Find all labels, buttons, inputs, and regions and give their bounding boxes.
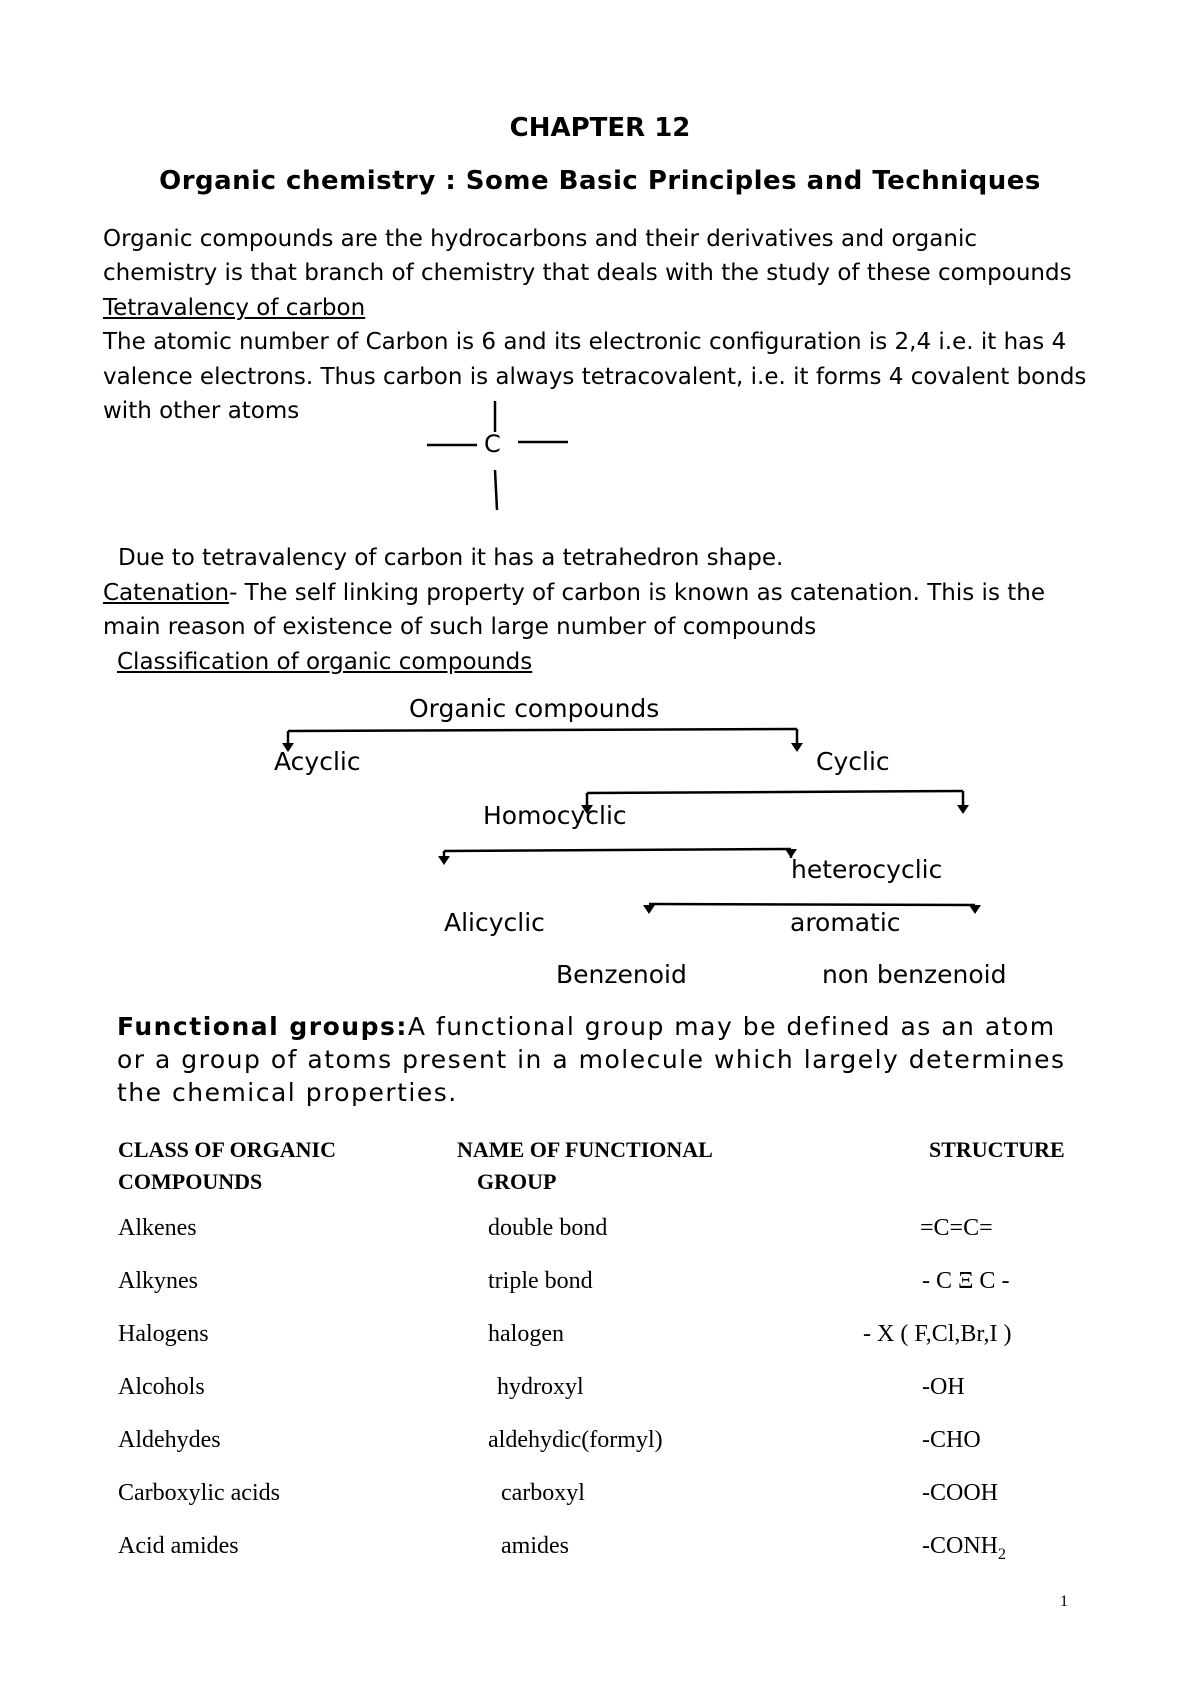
node-aromatic: aromatic <box>790 908 901 937</box>
node-cyclic: Cyclic <box>816 747 890 776</box>
table-row-group: triple bond <box>488 1268 593 1294</box>
functional-groups-paragraph <box>117 1010 1077 1109</box>
table-row-structure: -CHO <box>922 1427 981 1453</box>
node-organic-compounds: Organic compounds <box>409 694 660 723</box>
table-row-class: Alkynes <box>118 1268 198 1294</box>
table-row-class: Alcohols <box>118 1374 205 1400</box>
header-name-line-1: NAME OF FUNCTIONAL <box>457 1137 713 1162</box>
table-row-class: Halogens <box>118 1321 209 1347</box>
arrow-non-benzenoid <box>969 905 981 914</box>
catenation-term: Catenation <box>103 580 230 606</box>
table-row-class: Carboxylic acids <box>118 1480 280 1506</box>
header-class-line-2: COMPOUNDS <box>118 1169 263 1194</box>
intro-line-2: chemistry is that branch of chemistry that deals with the study of these compounds <box>103 260 1072 286</box>
header-name-line-2: GROUP <box>477 1169 557 1194</box>
catenation-definition: - The self linking property of carbon is known as catenation. This is the <box>229 580 1045 606</box>
header-name-of-functional-group <box>457 1134 713 1198</box>
chapter-title: CHAPTER 12 <box>509 113 691 143</box>
node-benzenoid: Benzenoid <box>556 960 687 989</box>
tetravalency-line-3: with other atoms <box>103 398 300 424</box>
amide-structure-text: -CONH <box>922 1533 998 1559</box>
catenation-line-2: main reason of existence of such large number of compounds <box>103 614 817 640</box>
tetravalency-heading: Tetravalency of carbon <box>103 295 366 321</box>
node-alicyclic: Alicyclic <box>444 908 545 937</box>
table-row-group: carboxyl <box>501 1480 585 1506</box>
tetrahedron-note: Due to tetravalency of carbon it has a tetrahedron shape. <box>118 545 784 571</box>
arrow-cyclic <box>791 743 803 752</box>
classification-heading: Classification of organic compounds <box>117 649 533 675</box>
functional-groups-term: Functional groups: <box>117 1012 408 1041</box>
table-row-structure: - C Ξ C - <box>922 1268 1010 1294</box>
header-class-of-organic-compounds <box>118 1134 336 1198</box>
node-homocyclic: Homocyclic <box>483 801 627 830</box>
table-row-group: hydroxyl <box>497 1374 584 1400</box>
header-class-line-1: CLASS OF ORGANIC <box>118 1137 336 1162</box>
page-number: 1 <box>1060 1593 1068 1610</box>
table-row-class: Aldehydes <box>118 1427 221 1453</box>
table-row-structure: -OH <box>922 1374 965 1400</box>
node-heterocyclic: heterocyclic <box>791 855 943 884</box>
root-branch-line <box>288 729 797 731</box>
table-row-group: amides <box>501 1533 569 1559</box>
table-row-group: halogen <box>488 1321 564 1347</box>
table-row-group: aldehydic(formyl) <box>488 1427 663 1453</box>
functional-groups-definition: A functional group may be defined as an atom or a group of atoms present in a molecule which largely determines the chemical properties. <box>117 1012 1066 1107</box>
page-subtitle: Organic chemistry : Some Basic Principles and Techniques <box>159 166 1041 196</box>
aromatic-branch-line <box>649 904 975 905</box>
node-acyclic: Acyclic <box>274 747 361 776</box>
table-row-structure <box>922 1533 1006 1564</box>
node-non-benzenoid: non benzenoid <box>822 960 1007 989</box>
carbon-atom-symbol: C <box>484 430 501 458</box>
arrow-alicyclic <box>438 856 450 865</box>
intro-line-1: Organic compounds are the hydrocarbons and their derivatives and organic <box>103 226 977 252</box>
tetravalency-line-2: valence electrons. Thus carbon is always tetracovalent, i.e. it forms 4 covalent bonds <box>103 364 1087 390</box>
table-row-class: Alkenes <box>118 1215 197 1241</box>
header-structure: STRUCTURE <box>929 1137 1065 1162</box>
amide-structure-subscript: 2 <box>998 1545 1006 1563</box>
cyclic-branch-line <box>587 791 963 793</box>
table-row-class: Acid amides <box>118 1533 239 1559</box>
table-row-structure: =C=C= <box>920 1215 993 1241</box>
table-row-structure: - X ( F,Cl,Br,I ) <box>863 1321 1012 1347</box>
tetravalency-line-1: The atomic number of Carbon is 6 and its electronic configuration is 2,4 i.e. it has 4 <box>103 329 1067 355</box>
table-row-structure: -COOH <box>922 1480 998 1506</box>
table-row-group: double bond <box>488 1215 608 1241</box>
arrow-heterocyclic <box>957 805 969 814</box>
arrow-benzenoid <box>643 905 655 914</box>
homocyclic-branch-line <box>444 849 791 851</box>
